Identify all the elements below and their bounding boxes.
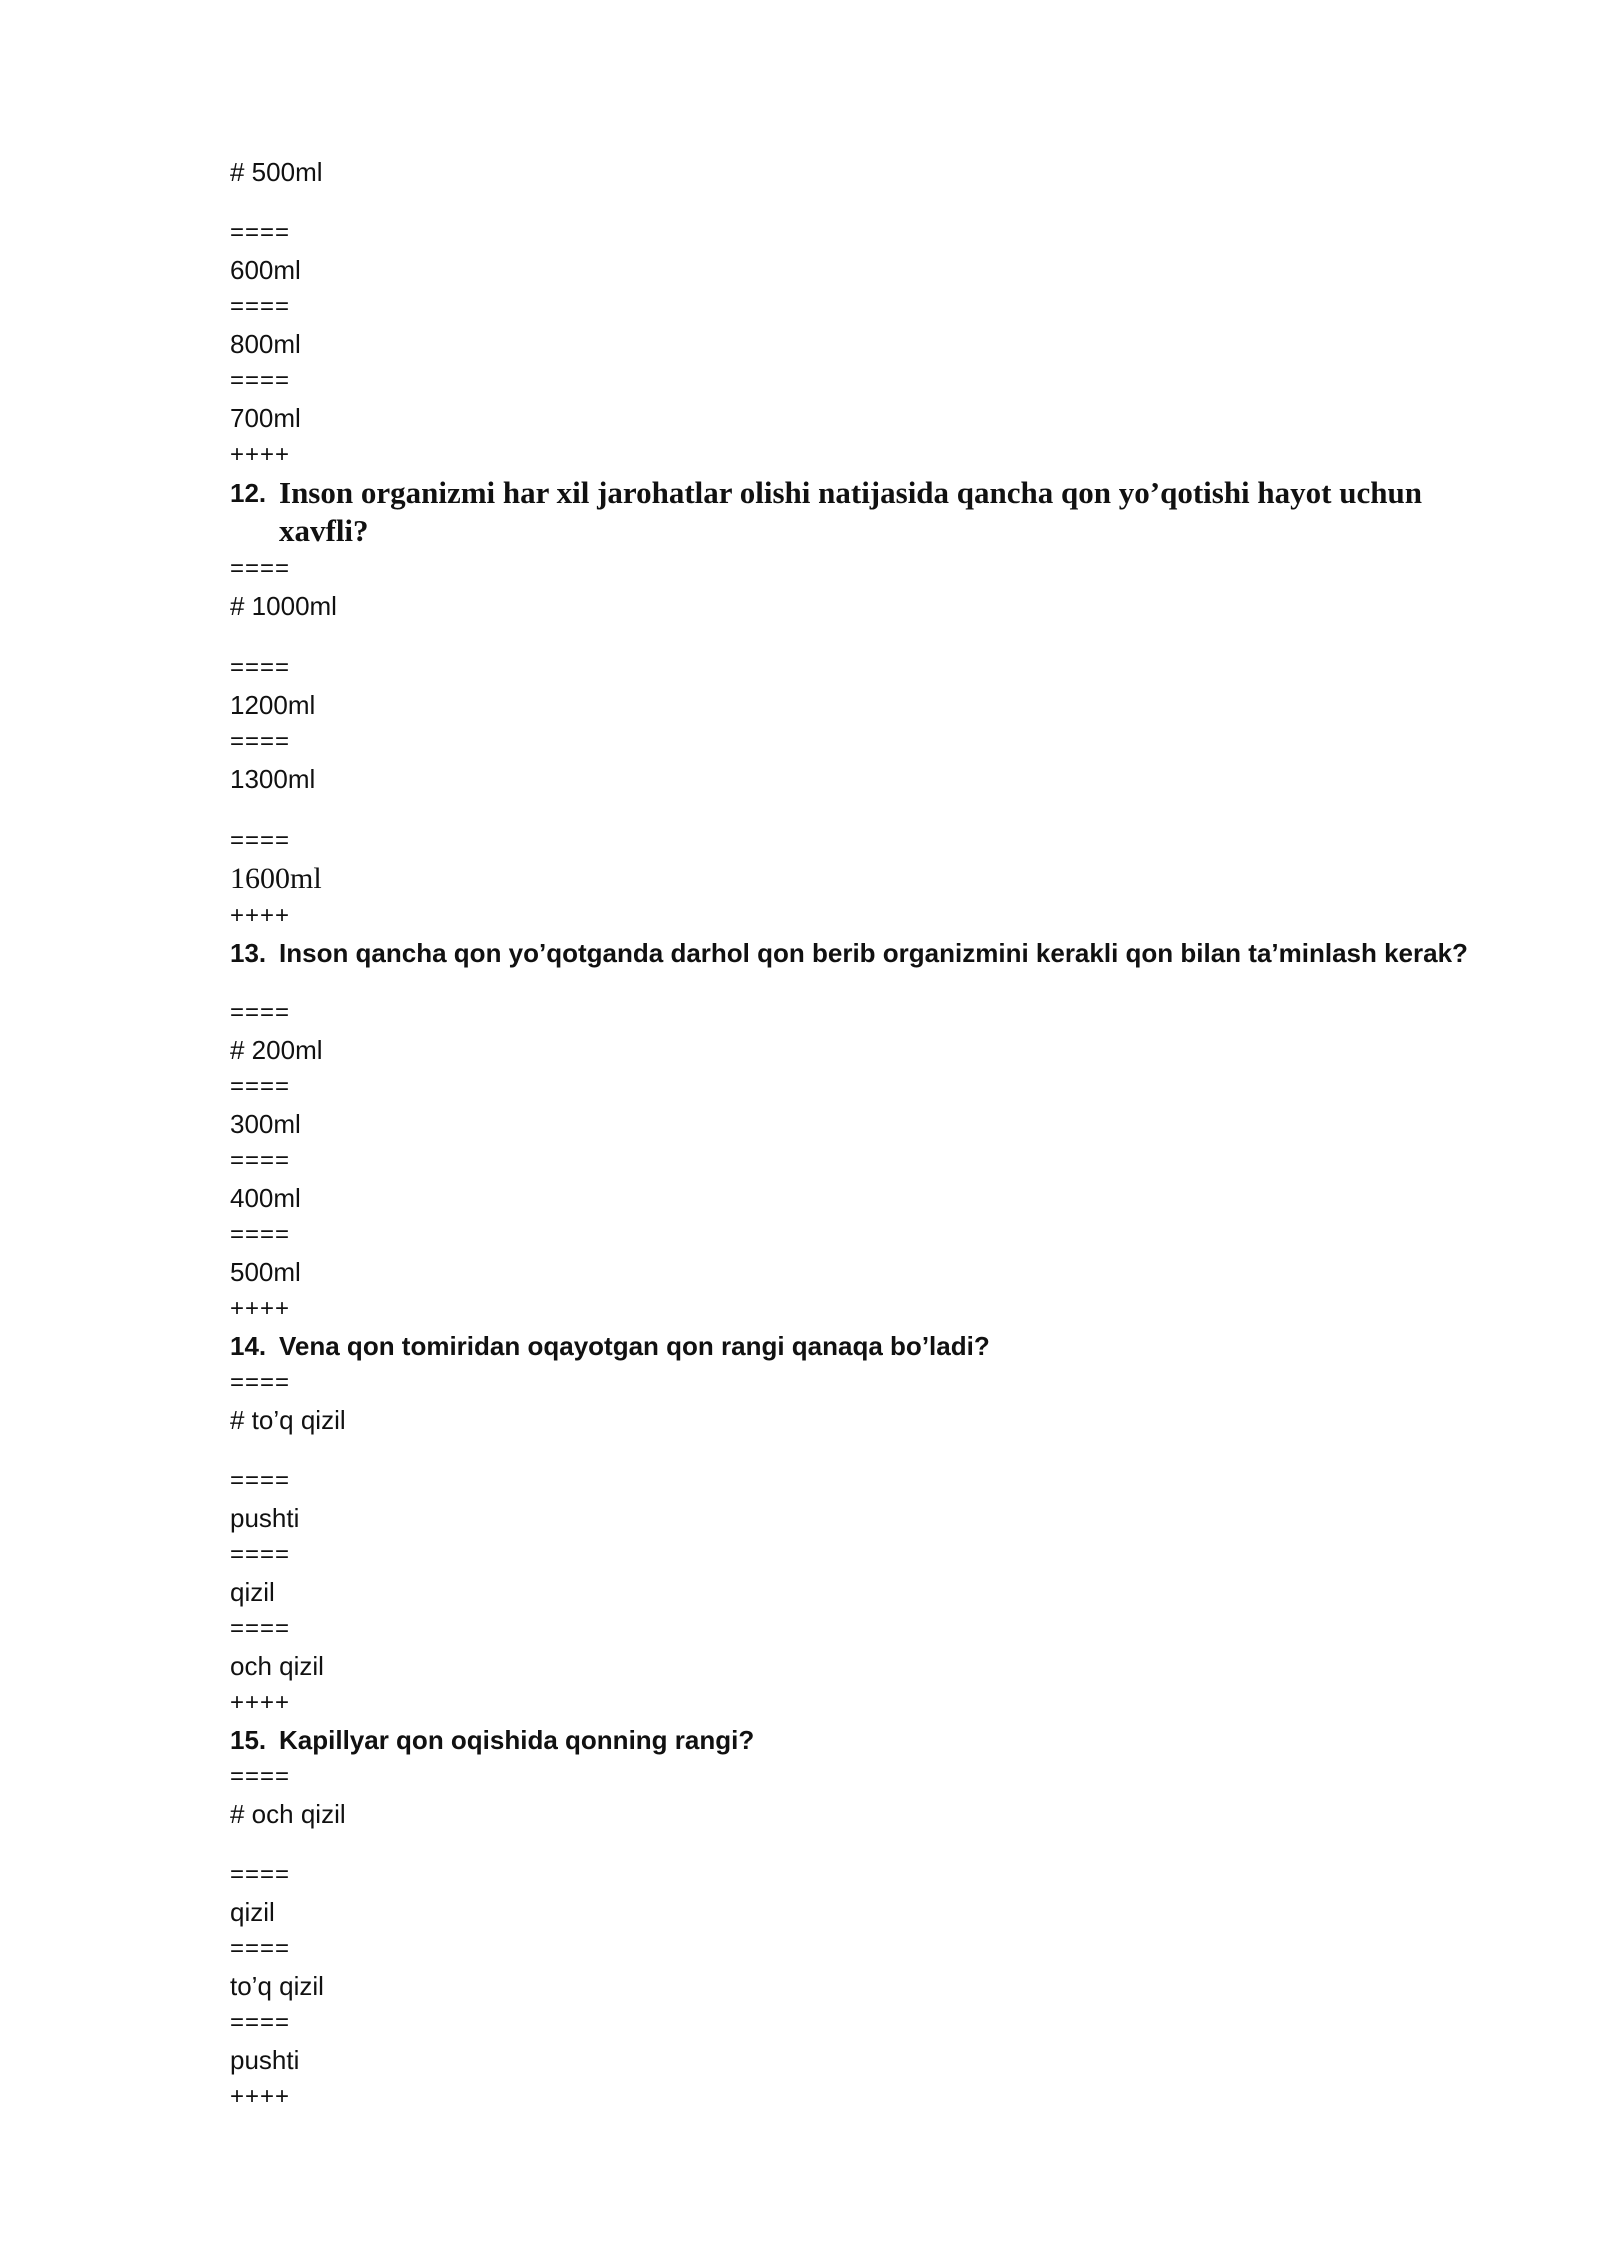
- answer-correct: # 500ml: [230, 157, 323, 187]
- answer-option: 600ml: [230, 255, 301, 285]
- answer-correct: # 1000ml: [230, 591, 337, 621]
- separator: ====: [230, 367, 291, 394]
- separator: ====: [230, 2009, 291, 2036]
- separator: ====: [230, 1861, 291, 1888]
- separator: ====: [230, 654, 291, 681]
- separator: ====: [230, 728, 291, 755]
- question-end-marker: ++++: [230, 1295, 291, 1322]
- answer-option: och qizil: [230, 1651, 324, 1681]
- separator: ====: [230, 293, 291, 320]
- separator: ====: [230, 1467, 291, 1494]
- separator: ====: [230, 999, 291, 1026]
- separator: ====: [230, 1221, 291, 1248]
- separator: ====: [230, 1147, 291, 1174]
- question-13: [230, 937, 1468, 969]
- question-number: 14.: [230, 1331, 267, 1361]
- question-14: [230, 1330, 990, 1362]
- question-text: Vena qon tomiridan oqayotgan qon rangi qanaqa bo’ladi?: [279, 1331, 990, 1361]
- answer-option: 1300ml: [230, 764, 316, 794]
- question-text: Inson qancha qon yo’qotganda darhol qon berib organizmini kerakli qon bilan ta’minlash kerak?: [279, 938, 1468, 968]
- question-end-marker: ++++: [230, 1689, 291, 1716]
- answer-option: 400ml: [230, 1183, 301, 1213]
- answer-option: 700ml: [230, 403, 301, 433]
- answer-correct: # 200ml: [230, 1035, 323, 1065]
- separator: ====: [230, 1369, 291, 1396]
- answer-option: 300ml: [230, 1109, 301, 1139]
- question-text: Inson organizmi har xil jarohatlar olishi natijasida qancha qon yo’qotishi hayot uchun xavfli?: [279, 475, 1422, 548]
- question-end-marker: ++++: [230, 441, 291, 468]
- answer-option: qizil: [230, 1897, 275, 1927]
- answer-option: 800ml: [230, 329, 301, 359]
- answer-option: 1200ml: [230, 690, 316, 720]
- question-number: 13.: [230, 938, 267, 968]
- separator: ====: [230, 1541, 291, 1568]
- answer-correct: # och qizil: [230, 1799, 346, 1829]
- answer-option: pushti: [230, 1503, 300, 1533]
- answer-option: 500ml: [230, 1257, 301, 1287]
- separator: ====: [230, 1935, 291, 1962]
- question-12: [230, 474, 1480, 550]
- question-end-marker: ++++: [230, 902, 291, 929]
- answer-option: 1600ml: [230, 862, 322, 895]
- separator: ====: [230, 219, 291, 246]
- separator: ====: [230, 1763, 291, 1790]
- separator: ====: [230, 827, 291, 854]
- question-number: 12.: [230, 478, 267, 508]
- separator: ====: [230, 1615, 291, 1642]
- answer-option: qizil: [230, 1577, 275, 1607]
- question-15: [230, 1724, 754, 1756]
- answer-correct: # to’q qizil: [230, 1405, 346, 1435]
- separator: ====: [230, 1073, 291, 1100]
- question-number: 15.: [230, 1725, 267, 1755]
- question-text: Kapillyar qon oqishida qonning rangi?: [279, 1725, 755, 1755]
- answer-option: to’q qizil: [230, 1971, 324, 2001]
- answer-option: pushti: [230, 2045, 300, 2075]
- question-end-marker: ++++: [230, 2083, 291, 2110]
- separator: ====: [230, 555, 291, 582]
